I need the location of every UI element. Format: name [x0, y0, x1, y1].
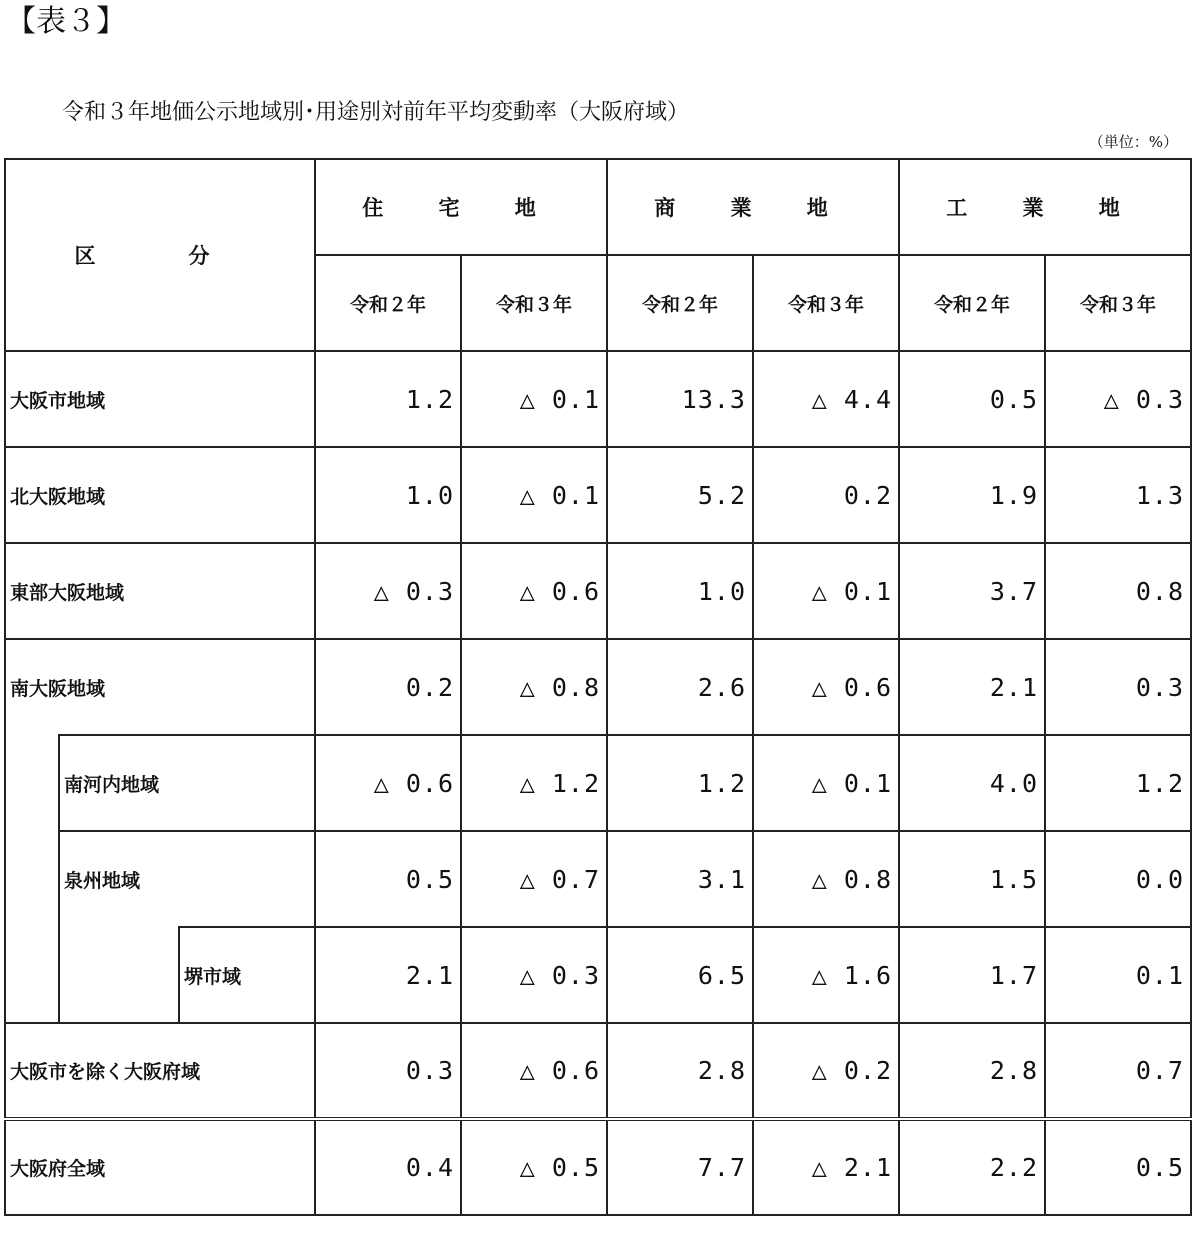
value-cell: △ 1.6 [753, 927, 899, 1023]
area-label: 南大阪地域 [5, 639, 315, 735]
value-cell: 0.5 [315, 831, 461, 927]
value-cell: △ 0.1 [461, 351, 607, 447]
value-cell: 0.1 [1045, 927, 1191, 1023]
header-commercial: 商 業 地 [607, 159, 899, 255]
value-cell: △ 0.1 [753, 735, 899, 831]
header-year: 令和３年 [753, 255, 899, 351]
table-row [5, 927, 1191, 1023]
area-label: 堺市域 [179, 927, 315, 1023]
value-cell: 2.8 [607, 1023, 753, 1119]
table-row [5, 447, 1191, 543]
header-year: 令和２年 [899, 255, 1045, 351]
header-row-categories [5, 159, 1191, 255]
value-cell: 1.2 [315, 351, 461, 447]
value-cell: △ 0.2 [753, 1023, 899, 1119]
value-cell: 0.3 [315, 1023, 461, 1119]
value-cell: 13.3 [607, 351, 753, 447]
value-cell: 0.8 [1045, 543, 1191, 639]
value-cell: 4.0 [899, 735, 1045, 831]
indent-cell [5, 735, 59, 831]
value-cell: 2.2 [899, 1119, 1045, 1215]
value-cell: 6.5 [607, 927, 753, 1023]
value-cell: 5.2 [607, 447, 753, 543]
value-cell: 1.7 [899, 927, 1045, 1023]
value-cell: △ 0.8 [461, 639, 607, 735]
value-cell: △ 0.6 [753, 639, 899, 735]
document-label: 【表３】 [6, 4, 126, 39]
value-cell: △ 0.6 [461, 1023, 607, 1119]
value-cell: 0.5 [1045, 1119, 1191, 1215]
value-cell: 0.4 [315, 1119, 461, 1215]
table-row [5, 543, 1191, 639]
value-cell: 2.1 [899, 639, 1045, 735]
value-cell: 2.8 [899, 1023, 1045, 1119]
table-row [5, 735, 1191, 831]
value-cell: 2.6 [607, 639, 753, 735]
value-cell: 3.7 [899, 543, 1045, 639]
value-cell: △ 0.1 [753, 543, 899, 639]
indent-cell [59, 927, 179, 1023]
value-cell: 1.2 [607, 735, 753, 831]
value-cell: 0.7 [1045, 1023, 1191, 1119]
indent-cell [5, 831, 59, 927]
header-year: 令和２年 [607, 255, 753, 351]
area-label: 大阪市を除く大阪府域 [5, 1023, 315, 1119]
header-year: 令和３年 [1045, 255, 1191, 351]
value-cell: 1.2 [1045, 735, 1191, 831]
land-price-table [4, 158, 1192, 1216]
table-title: 令和３年地価公示地域別･用途別対前年平均変動率（大阪府域） [62, 100, 690, 125]
value-cell: 0.3 [1045, 639, 1191, 735]
value-cell: 7.7 [607, 1119, 753, 1215]
header-year: 令和３年 [461, 255, 607, 351]
value-cell: 0.0 [1045, 831, 1191, 927]
area-label: 南河内地域 [59, 735, 315, 831]
value-cell: △ 0.1 [461, 447, 607, 543]
value-cell: 1.5 [899, 831, 1045, 927]
value-cell: △ 0.3 [461, 927, 607, 1023]
header-year: 令和２年 [315, 255, 461, 351]
value-cell: 0.2 [753, 447, 899, 543]
value-cell: 1.3 [1045, 447, 1191, 543]
value-cell: △ 0.3 [1045, 351, 1191, 447]
area-label: 東部大阪地域 [5, 543, 315, 639]
value-cell: 3.1 [607, 831, 753, 927]
value-cell: 2.1 [315, 927, 461, 1023]
area-label: 大阪市地域 [5, 351, 315, 447]
indent-cell [5, 927, 59, 1023]
table-row [5, 831, 1191, 927]
value-cell: △ 0.8 [753, 831, 899, 927]
value-cell: △ 1.2 [461, 735, 607, 831]
header-residential: 住 宅 地 [315, 159, 607, 255]
area-label: 大阪府全域 [5, 1119, 315, 1215]
value-cell: △ 0.3 [315, 543, 461, 639]
value-cell: △ 0.5 [461, 1119, 607, 1215]
value-cell: △ 2.1 [753, 1119, 899, 1215]
value-cell: △ 0.6 [461, 543, 607, 639]
value-cell: △ 0.7 [461, 831, 607, 927]
value-cell: 1.0 [315, 447, 461, 543]
table-row [5, 639, 1191, 735]
value-cell: 1.0 [607, 543, 753, 639]
table-row [5, 351, 1191, 447]
value-cell: △ 0.6 [315, 735, 461, 831]
header-kubun: 区 分 [5, 159, 315, 351]
value-cell: 1.9 [899, 447, 1045, 543]
table-row [5, 1023, 1191, 1119]
area-label: 泉州地域 [59, 831, 315, 927]
value-cell: △ 4.4 [753, 351, 899, 447]
value-cell: 0.2 [315, 639, 461, 735]
table-row [5, 1119, 1191, 1215]
area-label: 北大阪地域 [5, 447, 315, 543]
header-industrial: 工 業 地 [899, 159, 1191, 255]
unit-note: （単位：%） [1088, 133, 1178, 151]
value-cell: 0.5 [899, 351, 1045, 447]
